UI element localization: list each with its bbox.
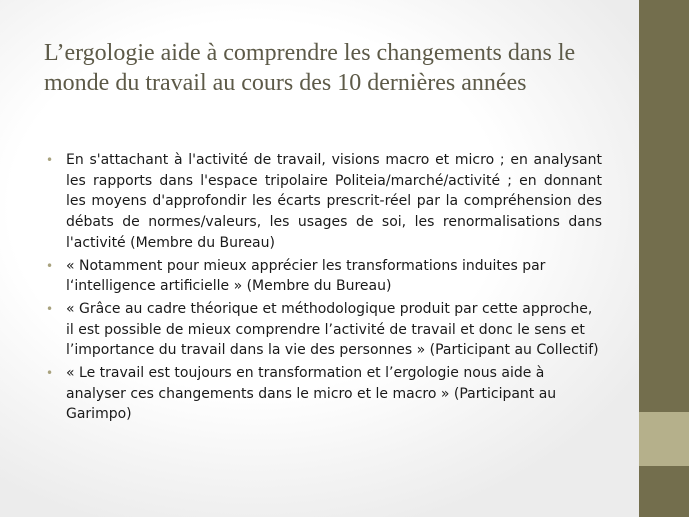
- bullet-text: « Notamment pour mieux apprécier les transformations induites par l‘intelligence artificielle » (Membre du Bureau): [66, 257, 546, 295]
- bullet-list: [46, 150, 602, 427]
- bullet-dot-icon: •: [46, 301, 54, 316]
- bullet-text: « Le travail est toujours en transformation et l’ergologie nous aide à analyser ces changements dans le micro et le macro » (Participant au Garimpo): [66, 365, 557, 423]
- bullet-item: [46, 363, 602, 425]
- bullet-item: [46, 150, 602, 254]
- bullet-item: [46, 299, 602, 361]
- bullet-dot-icon: •: [46, 258, 54, 273]
- slide-title: L’ergologie aide à comprendre les changements dans le monde du travail au cours des 10 dernières années: [44, 40, 576, 96]
- bullet-item: [46, 256, 602, 297]
- decorative-sidebar-accent: [639, 412, 689, 466]
- bullet-dot-icon: •: [46, 153, 54, 167]
- bullet-text: En s'attachant à l'activité de travail, visions macro et micro ; en analysant les rapports dans l'espace tripolaire Politeia/marché/activité ; en donnant les moyens d'approfondir les écarts prescrit-réel par la compréhension des débats de normes/valeurs, les usages de soi, les renormalisations dans l'activité (Membre du Bureau): [66, 152, 602, 251]
- bullet-text: « Grâce au cadre théorique et méthodologique produit par cette approche, il est possible de mieux comprendre l’activité de travail et donc le sens et l’importance du travail dans la vie des personnes » (Participant au Collectif): [66, 300, 599, 359]
- bullet-dot-icon: •: [46, 366, 54, 381]
